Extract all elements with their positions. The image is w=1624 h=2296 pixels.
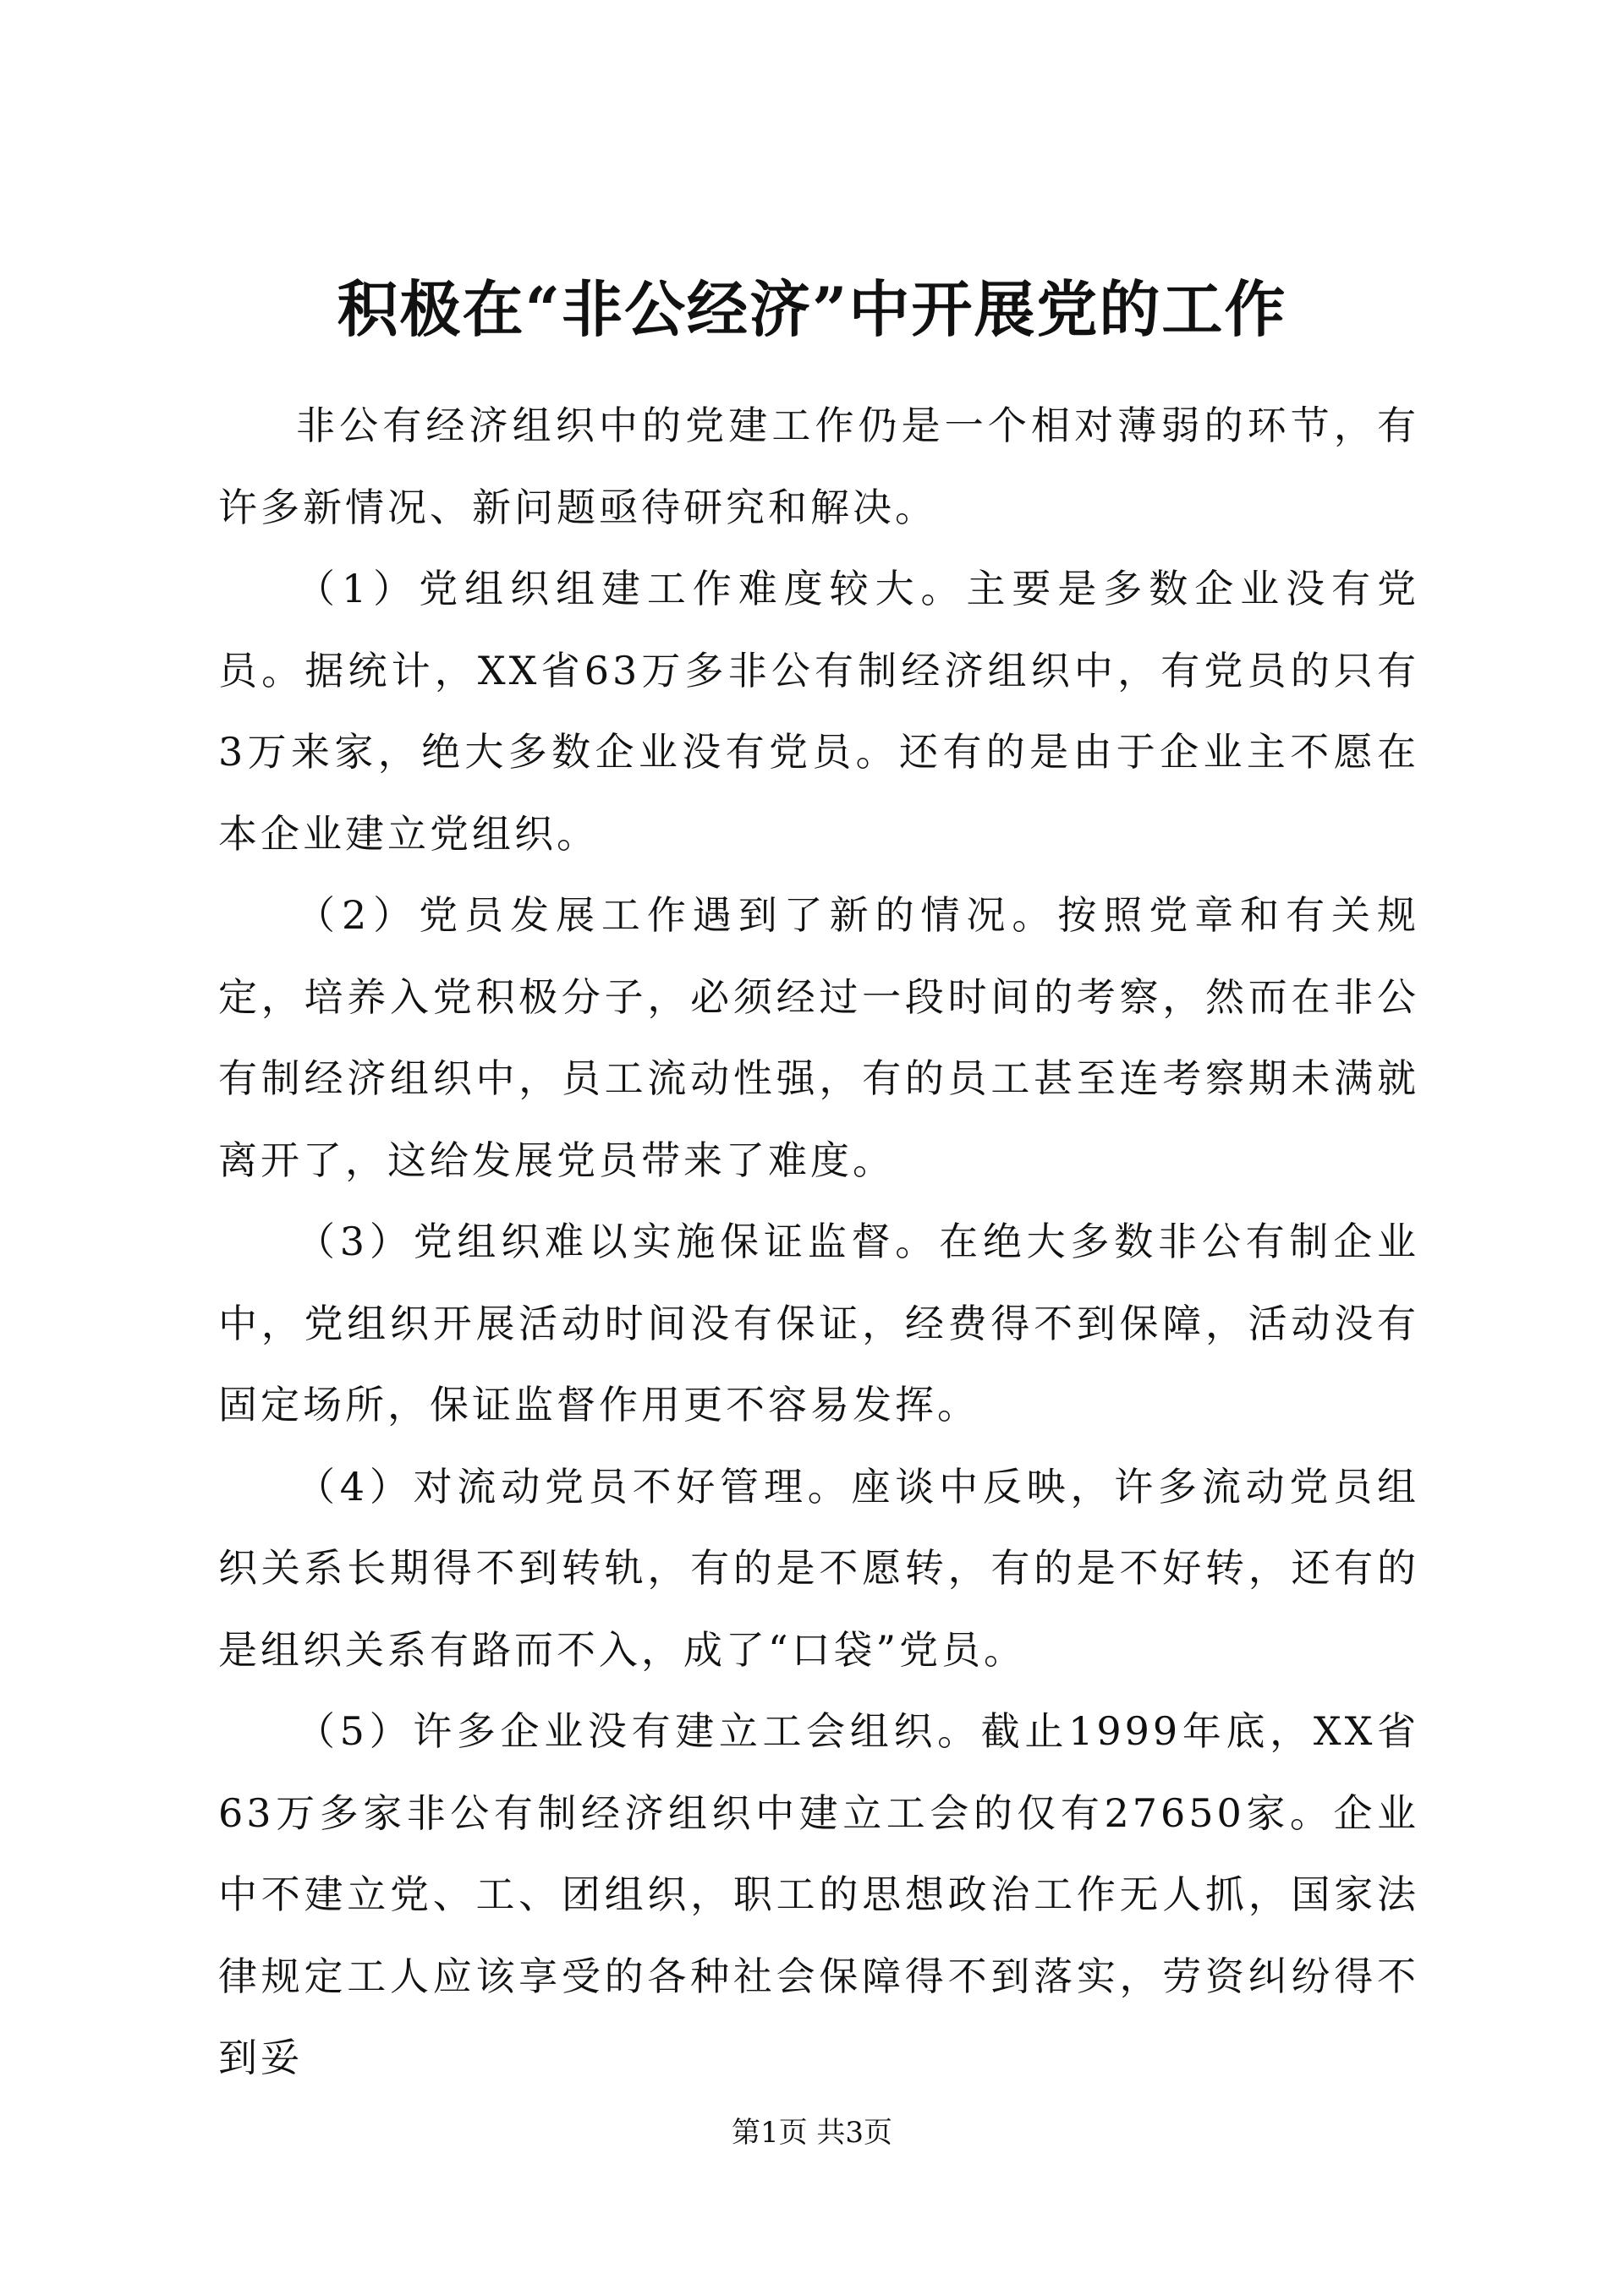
page-number-footer: 第1页 共3页	[731, 2116, 893, 2150]
paragraph-point-3: （3）党组织难以实施保证监督。在绝大多数非公有制企业中，党组织开展活动时间没有保证，经费得不到保障，活动没有固定场所，保证监督作用更不容易发挥。	[218, 1219, 1419, 1427]
document-body	[218, 385, 1419, 2099]
document-title: 积极在“非公经济”中开展党的工作	[337, 273, 1287, 345]
paragraph-point-5: （5）许多企业没有建立工会组织。截止1999年底，XX省63万多家非公有制经济组织中建立工会的仅有27650家。企业中不建立党、工、团组织，职工的思想政治工作无人抓，国家法律规定工人应该享受的各种社会保障得不到落实，劳资纠纷得不到妥	[218, 1708, 1419, 2080]
paragraph-intro: 非公有经济组织中的党建工作仍是一个相对薄弱的环节，有许多新情况、新问题亟待研究和解决。	[218, 403, 1419, 530]
paragraph-point-4: （4）对流动党员不好管理。座谈中反映，许多流动党员组织关系长期得不到转轨，有的是不愿转，有的是不好转，还有的是组织关系有路而不入，成了“口袋”党员。	[218, 1463, 1419, 1673]
paragraph-point-1: （1）党组织组建工作难度较大。主要是多数企业没有党员。据统计，XX省63万多非公有制经济组织中，有党员的只有3万来家，绝大多数企业没有党员。还有的是由于企业主不愿在本企业建立党组织。	[218, 566, 1419, 857]
paragraph-point-2: （2）党员发展工作遇到了新的情况。按照党章和有关规定，培养入党积极分子，必须经过一段时间的考察，然而在非公有制经济组织中，员工流动性强，有的员工甚至连考察期未满就离开了，这给发展党员带来了难度。	[218, 892, 1419, 1183]
